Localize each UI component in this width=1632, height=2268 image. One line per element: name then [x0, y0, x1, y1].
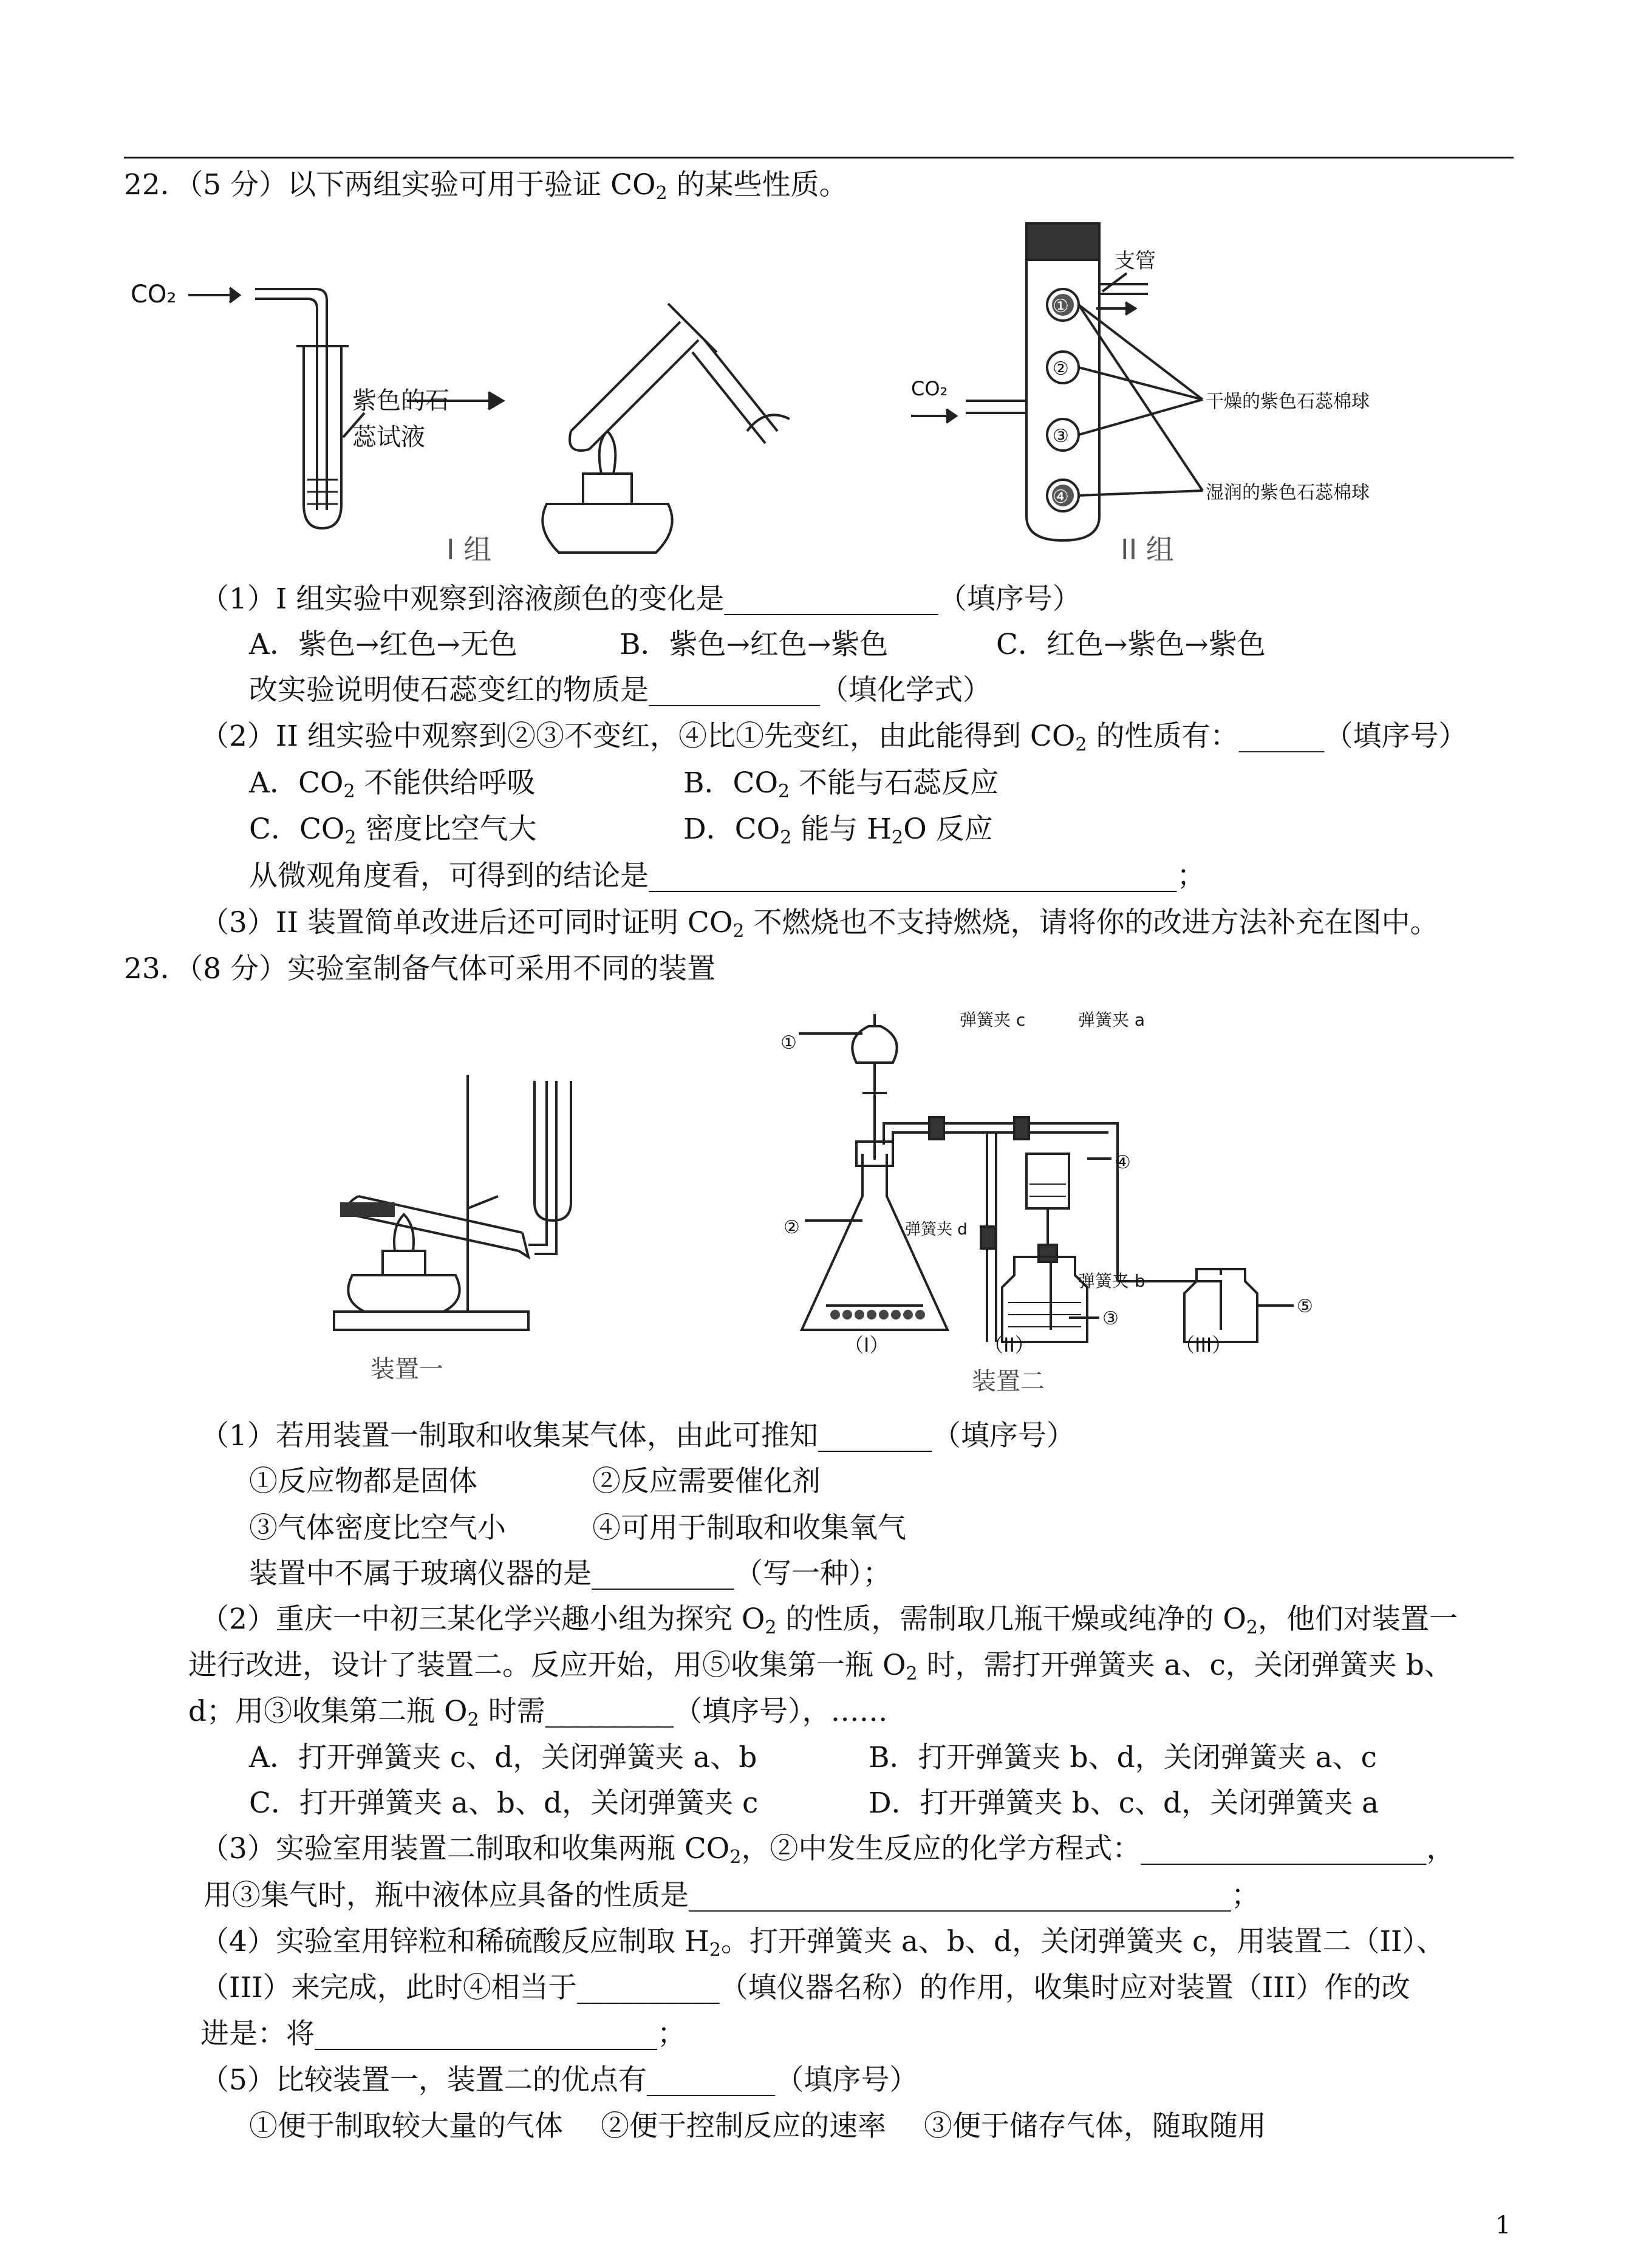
q23-p1-line2: 装置中不属于玻璃仪器的是__________（写一种）；: [249, 1557, 892, 1590]
q23-p5-stem: （5）比较装置一，装置二的优点有_________（填序号）: [200, 2063, 918, 2097]
q22-p2-stem: （2）II 组实验中观察到②③不变红，④比①先变红，由此能得到 $CO_2$ 的性质有：______（填序号）: [200, 720, 1467, 755]
fig2-co2-label: CO₂: [911, 377, 948, 400]
apparatus-2-num-2: ②: [784, 1217, 800, 1238]
fig2-ball-3: ③: [1053, 426, 1069, 447]
q22-p2-opt-a: A．$CO_2$ 不能供给呼吸: [249, 766, 536, 802]
apparatus-2-label-II: （II）: [984, 1333, 1034, 1357]
apparatus-1-caption: 装置一: [370, 1355, 443, 1383]
figure-group-1: [121, 249, 790, 577]
fig2-ball-2: ②: [1053, 358, 1069, 380]
fig2-caption: II 组: [1121, 533, 1174, 566]
q23-p5-options: ①便于制取较大量的气体 ②便于控制反应的速率 ③便于储存气体，随取随用: [249, 2110, 1266, 2143]
figure-apparatus-1: [316, 1057, 656, 1348]
apparatus-2-num-4: ④: [1115, 1152, 1131, 1173]
fig1-co2-label: CO₂: [131, 281, 177, 308]
q23-p2-line1: （2）重庆一中初三某化学兴趣小组为探究 $O_2$ 的性质，需制取几瓶干燥或纯净的 $O_2$，他们对装置一: [200, 1602, 1458, 1638]
apparatus-2-caption: 装置二: [972, 1367, 1045, 1395]
q22-p1-opt-c: C．红色→紫色→紫色: [996, 628, 1266, 661]
q22-p2-opt-c: C．$CO_2$ 密度比空气大: [249, 812, 537, 848]
q23-p1-opt1: ①反应物都是固体: [249, 1465, 477, 1498]
apparatus-2-label-I: （I）: [844, 1333, 889, 1357]
header-rule: [124, 157, 1514, 158]
apparatus-2-label-III: （III）: [1175, 1333, 1232, 1357]
apparatus-2-num-3: ③: [1102, 1308, 1119, 1329]
fig2-ball-1: ①: [1053, 296, 1069, 317]
q23-p1-opt4: ④可用于制取和收集氧气: [592, 1511, 906, 1545]
q23-p2-line3: d；用③收集第二瓶 $O_2$ 时需_________（填序号），……: [188, 1695, 888, 1731]
apparatus-2-clip-a: 弹簧夹 a: [1078, 1010, 1145, 1030]
q23-p1-opt2: ②反应需要催化剂: [592, 1465, 821, 1498]
apparatus-2-clip-d: 弹簧夹 d: [905, 1221, 968, 1239]
q23-p2-opt-d: D．打开弹簧夹 b、c、d，关闭弹簧夹 a: [869, 1786, 1379, 1820]
fig1-solution-label-1: 紫色的石: [352, 387, 449, 415]
fig2-side-tube-label: 支管: [1115, 249, 1156, 273]
q22-header: 22．（5 分）以下两组实验可用于验证 $CO_2$ 的某些性质。: [124, 168, 848, 204]
q23-header: 23．（8 分）实验室制备气体可采用不同的装置: [124, 952, 716, 986]
q23-p2-opt-b: B．打开弹簧夹 b、d，关闭弹簧夹 a、c: [869, 1741, 1377, 1774]
apparatus-2-num-1: ①: [780, 1032, 797, 1054]
fig2-wet-label: 湿润的紫色石蕊棉球: [1206, 482, 1370, 503]
q23-p3-line1: （3）实验室用装置二制取和收集两瓶 $CO_2$，②中发生反应的化学方程式：____________________，: [200, 1832, 1455, 1868]
apparatus-2-num-5: ⑤: [1297, 1296, 1313, 1317]
q23-p1-opt3: ③气体密度比空气小: [249, 1511, 506, 1545]
q22-p1-line2: 改实验说明使石蕊变红的物质是____________（填化学式）: [249, 673, 991, 707]
q23-p2-opt-c: C．打开弹簧夹 a、b、d，关闭弹簧夹 c: [249, 1786, 759, 1820]
q23-p1-stem: （1）若用装置一制取和收集某气体，由此可推知________（填序号）: [200, 1419, 1075, 1452]
q22-p2-opt-b: B．$CO_2$ 不能与石蕊反应: [683, 766, 999, 802]
q22-p2-opt-d: D．$CO_2$ 能与 $H_2O$ 反应: [683, 812, 993, 848]
apparatus-2-clip-c: 弹簧夹 c: [960, 1010, 1026, 1030]
apparatus-2-clip-b: 弹簧夹 b: [1078, 1271, 1145, 1291]
q22-p1-stem: （1）I 组实验中观察到溶液颜色的变化是_______________（填序号）: [200, 582, 1081, 616]
q23-p3-line2: 用③集气时，瓶中液体应具备的性质是______________________________________；: [203, 1879, 1260, 1912]
q22-p3: （3）II 装置简单改进后还可同时证明 $CO_2$ 不燃烧也不支持燃烧，请将你的改进方法补充在图中。: [200, 906, 1439, 942]
fig2-dry-label: 干燥的紫色石蕊棉球: [1206, 391, 1370, 412]
q23-p4-line3: 进是：将________________________；: [200, 2017, 686, 2051]
q23-p2-line2: 进行改进，设计了装置二。反应开始，用⑤收集第一瓶 $O_2$ 时，需打开弹簧夹 a、c，关闭弹簧夹 b、: [188, 1649, 1453, 1684]
q23-p2-opt-a: A．打开弹簧夹 c、d，关闭弹簧夹 a、b: [249, 1741, 757, 1774]
q23-p4-line1: （4）实验室用锌粒和稀硫酸反应制取 $H_2$。打开弹簧夹 a、b、d，关闭弹簧夹 c，用装置二（II）、: [200, 1925, 1445, 1961]
fig2-ball-4: ④: [1053, 486, 1069, 508]
q22-p2-micro: 从微观角度看，可得到的结论是_____________________________________；: [249, 859, 1206, 893]
fig1-caption: I 组: [446, 533, 492, 566]
q23-p4-line2: （III）来完成，此时④相当于__________（填仪器名称）的作用，收集时应对装置（III）作的改: [200, 1971, 1410, 2004]
q22-p1-opt-b: B．紫色→红色→紫色: [620, 628, 889, 661]
page-number: 1: [1495, 2212, 1511, 2239]
q22-p1-opt-a: A．紫色→红色→无色: [249, 628, 517, 661]
figure-apparatus-2: [771, 1002, 1330, 1366]
fig1-solution-label-2: 蕊试液: [352, 423, 425, 451]
